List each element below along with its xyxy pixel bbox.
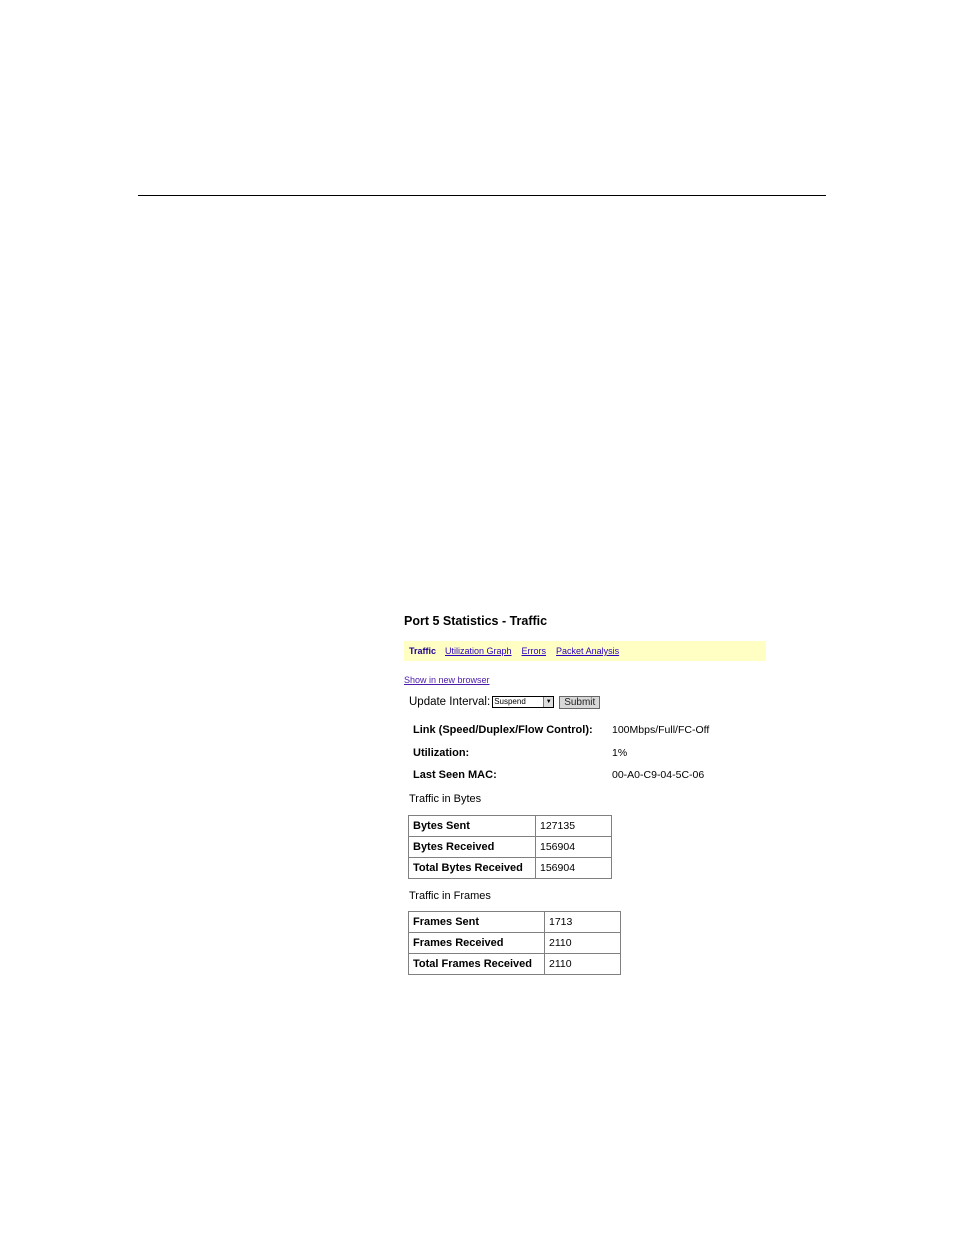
mac-value: 00-A0-C9-04-5C-06 xyxy=(612,769,705,781)
traffic-frames-table xyxy=(408,911,621,975)
frames-sent-value: 1713 xyxy=(545,911,621,932)
frames-sent-label: Frames Sent xyxy=(409,911,545,932)
frames-received-label: Frames Received xyxy=(409,932,545,953)
info-row-mac xyxy=(413,765,766,788)
link-value: 100Mbps/Full/FC-Off xyxy=(612,724,710,736)
update-interval-value: Suspend xyxy=(494,697,526,706)
table-row xyxy=(409,953,621,974)
page-title: Port 5 Statistics - Traffic xyxy=(404,614,548,628)
tab-traffic[interactable]: Traffic xyxy=(409,646,437,656)
table-row xyxy=(409,857,612,878)
utilization-label: Utilization: xyxy=(413,746,470,759)
total-bytes-received-label: Total Bytes Received xyxy=(409,857,536,878)
chevron-down-icon[interactable]: ▼ xyxy=(543,697,553,707)
bytes-sent-value: 127135 xyxy=(536,815,612,836)
tab-utilization-graph[interactable]: Utilization Graph xyxy=(445,646,512,656)
show-in-new-browser-link[interactable]: Show in new browser xyxy=(404,675,490,685)
link-label: Link (Speed/Duplex/Flow Control): xyxy=(413,724,593,736)
port-statistics-panel xyxy=(404,612,766,975)
table-row xyxy=(409,932,621,953)
tab-packet-analysis[interactable]: Packet Analysis xyxy=(556,646,620,656)
traffic-in-frames-heading: Traffic in Frames xyxy=(409,889,491,902)
port-info xyxy=(413,720,766,788)
bytes-sent-label: Bytes Sent xyxy=(409,815,536,836)
info-row-link xyxy=(413,720,766,743)
traffic-bytes-table xyxy=(408,815,612,879)
submit-button[interactable]: Submit xyxy=(559,696,600,709)
table-row xyxy=(409,836,612,857)
update-interval-label: Update Interval: xyxy=(409,696,491,708)
total-frames-received-label: Total Frames Received xyxy=(409,953,545,974)
total-bytes-received-value: 156904 xyxy=(536,857,612,878)
traffic-in-bytes-heading: Traffic in Bytes xyxy=(409,792,482,805)
mac-label: Last Seen MAC: xyxy=(413,769,497,781)
utilization-value: 1% xyxy=(612,746,628,759)
bytes-received-value: 156904 xyxy=(536,836,612,857)
table-row xyxy=(409,911,621,932)
total-frames-received-value: 2110 xyxy=(545,953,621,974)
bytes-received-label: Bytes Received xyxy=(409,836,536,857)
info-row-utilization xyxy=(413,743,766,766)
page-divider xyxy=(138,195,826,196)
table-row xyxy=(409,815,612,836)
tab-errors[interactable]: Errors xyxy=(521,646,547,656)
stats-tab-bar xyxy=(404,641,766,661)
update-interval-select[interactable] xyxy=(492,696,554,708)
update-interval-row xyxy=(409,694,766,710)
frames-received-value: 2110 xyxy=(545,932,621,953)
